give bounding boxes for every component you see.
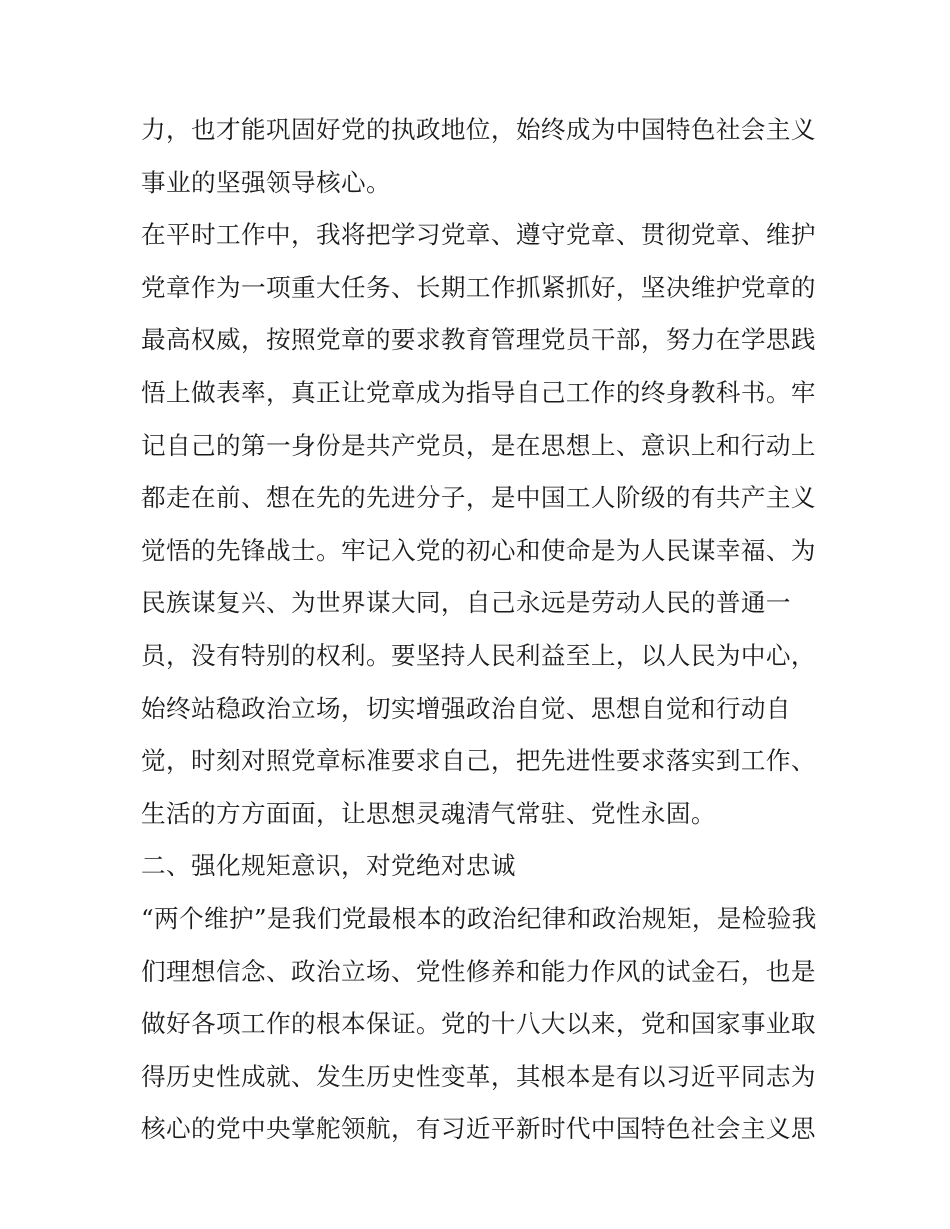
text-line: 都走在前、想在先的先进分子，是中国工人阶级的有共产主义	[141, 483, 816, 513]
text-line: 民族谋复兴、为世界谋大同，自己永远是劳动人民的普通一	[141, 588, 791, 618]
text-line: 悟上做表率，真正让党章成为指导自己工作的终身教科书。牢	[141, 377, 816, 407]
text-line: “两个维护”是我们党最根本的政治纪律和政治规矩，是检验我	[141, 903, 817, 933]
text-line: 觉悟的先锋战士。牢记入党的初心和使命是为人民谋幸福、为	[141, 535, 816, 565]
text-line: 觉，时刻对照党章标准要求自己，把先进性要求落实到工作、	[141, 746, 816, 776]
text-line: 始终站稳政治立场，切实增强政治自觉、思想自觉和行动自	[141, 693, 791, 723]
text-line: 生活的方方面面，让思想灵魂清气常驻、党性永固。	[141, 798, 716, 828]
text-line: 在平时工作中，我将把学习党章、遵守党章、贯彻党章、维护	[141, 220, 816, 250]
text-line: 最高权威，按照党章的要求教育管理党员干部，努力在学思践	[141, 325, 816, 355]
document-body	[141, 104, 821, 1156]
text-line: 们理想信念、政治立场、党性修养和能力作风的试金石，也是	[141, 956, 816, 986]
section-heading: 二、强化规矩意识，对党绝对忠诚	[141, 851, 516, 881]
text-line: 事业的坚强领导核心。	[141, 167, 391, 197]
text-line: 记自己的第一身份是共产党员，是在思想上、意识上和行动上	[141, 430, 816, 460]
text-line: 党章作为一项重大任务、长期工作抓紧抓好，坚决维护党章的	[141, 272, 816, 302]
text-line: 力，也才能巩固好党的执政地位，始终成为中国特色社会主义	[141, 115, 816, 144]
text-line: 员，没有特别的权利。要坚持人民利益至上，以人民为中心，	[141, 640, 816, 670]
text-line: 做好各项工作的根本保证。党的十八大以来，党和国家事业取	[141, 1009, 816, 1039]
text-line: 核心的党中央掌舵领航，有习近平新时代中国特色社会主义思	[141, 1114, 816, 1144]
text-line: 得历史性成就、发生历史性变革，其根本是有以习近平同志为	[141, 1061, 816, 1091]
